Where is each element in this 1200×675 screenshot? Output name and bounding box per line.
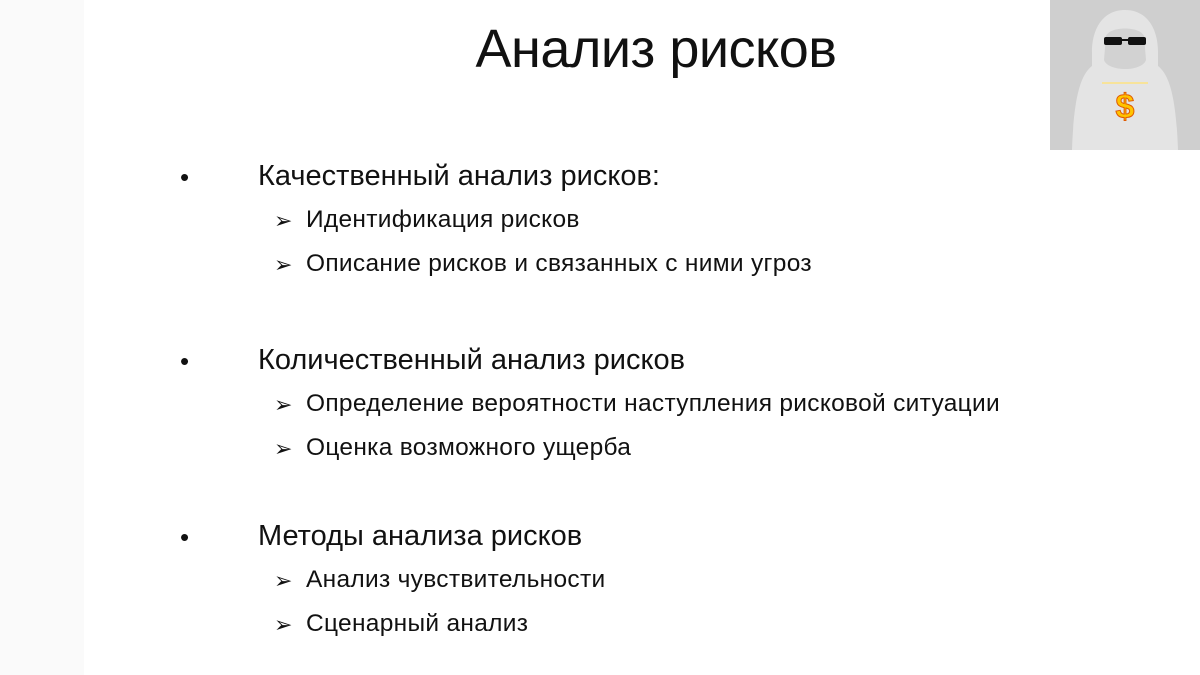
bullet-label: Качественный анализ рисков: — [258, 160, 660, 192]
arrow-bullet-icon: ➢ — [274, 568, 293, 593]
arrow-bullet-icon: ➢ — [274, 612, 293, 637]
sub-item-text: Идентификация рисков — [306, 206, 580, 233]
arrow-bullet-icon: ➢ — [274, 252, 293, 277]
bullet-label: Методы анализа рисков — [258, 520, 583, 552]
bullet-marker: • — [180, 346, 190, 376]
arrow-bullet-icon: ➢ — [274, 392, 293, 417]
sub-item-text: Описание рисков и связанных с ними угроз — [306, 250, 812, 277]
sub-item — [84, 388, 1200, 432]
sub-item — [84, 204, 1200, 248]
bullet-item — [84, 518, 1200, 564]
section-qualitative — [84, 158, 1200, 292]
author-avatar — [1050, 0, 1200, 150]
slide — [84, 0, 1200, 675]
arrow-bullet-icon: ➢ — [274, 208, 293, 233]
bullet-label: Количественный анализ рисков — [258, 344, 685, 376]
section-quantitative — [84, 342, 1200, 476]
bullet-item — [84, 158, 1200, 204]
arrow-bullet-icon: ➢ — [274, 436, 293, 461]
section-methods — [84, 518, 1200, 652]
sub-item-text: Оценка возможного ущерба — [306, 434, 632, 461]
sub-item-text: Анализ чувствительности — [306, 566, 606, 593]
slide-title: Анализ рисков — [475, 19, 837, 79]
sub-item — [84, 608, 1200, 652]
sub-item-text: Определение вероятности наступления рисковой ситуации — [306, 390, 1000, 417]
hacker-avatar-icon — [1050, 0, 1200, 150]
sub-item — [84, 432, 1200, 476]
dollar-symbol: $ — [1115, 88, 1135, 126]
sub-item-text: Сценарный анализ — [306, 610, 529, 637]
bullet-marker: • — [180, 162, 190, 192]
bullet-marker: • — [180, 522, 190, 552]
sub-item — [84, 248, 1200, 292]
sub-item — [84, 564, 1200, 608]
bullet-item — [84, 342, 1200, 388]
